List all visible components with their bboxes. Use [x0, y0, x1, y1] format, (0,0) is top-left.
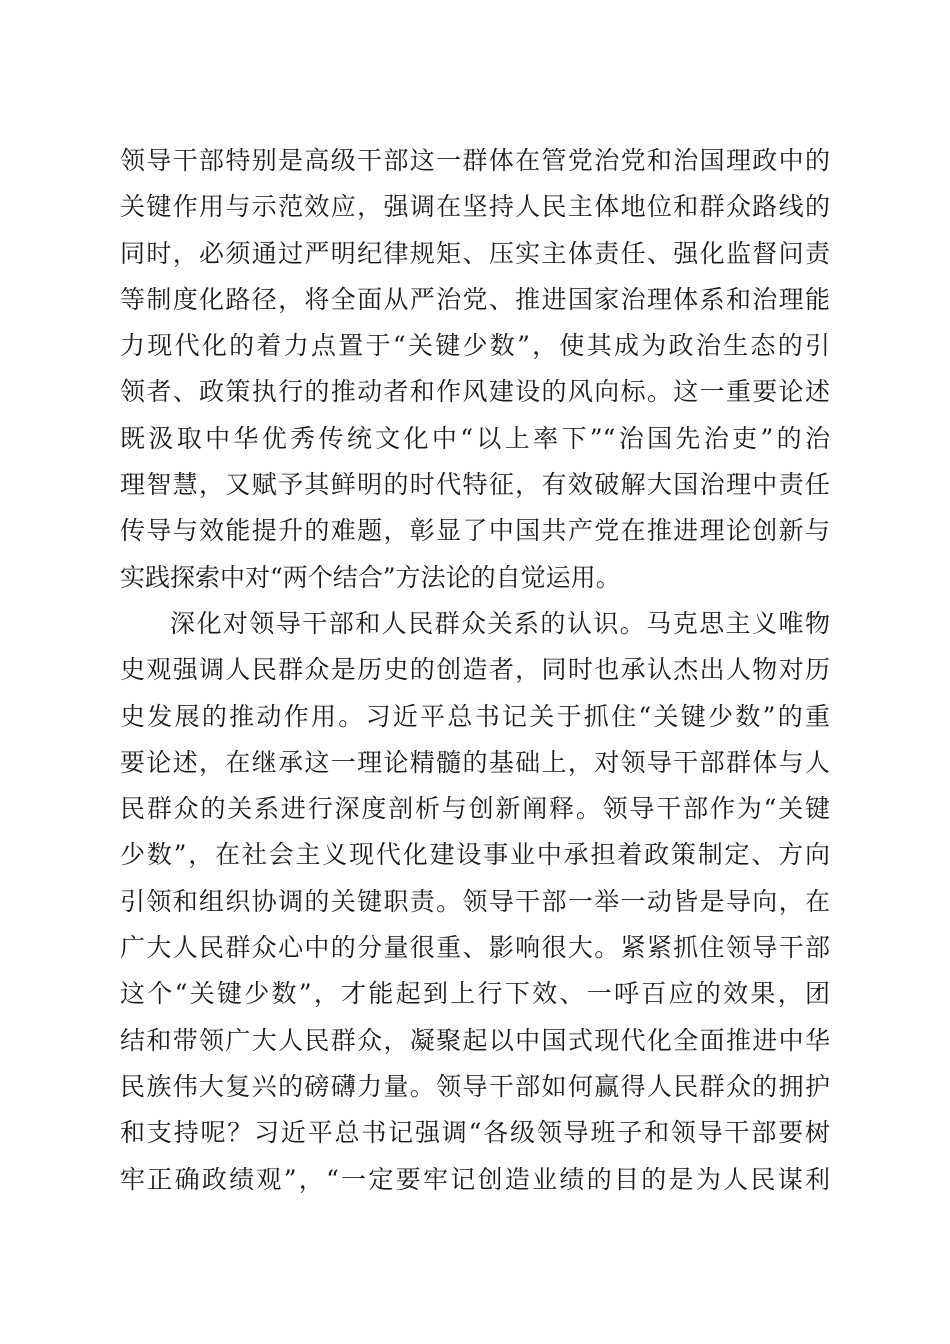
- text-line: 牢正确政绩观”，“一定要牢记创造业绩的目的是为人民谋利: [120, 1164, 830, 1194]
- paragraph-1: [120, 138, 830, 601]
- text-line: 领导干部特别是高级干部这一群体在管党治党和治国理政中的: [120, 146, 830, 175]
- text-line: 民族伟大复兴的磅礴力量。领导干部如何赢得人民群众的拥护: [120, 1071, 830, 1101]
- text-line: 要论述，在继承这一理论精髓的基础上，对领导干部群体与人: [120, 747, 830, 777]
- text-line: 少数”，在社会主义现代化建设事业中承担着政策制定、方向: [120, 840, 830, 870]
- paragraph-2: [120, 601, 830, 1203]
- text-line: 实践探索中对“两个结合”方法论的自觉运用。: [120, 562, 621, 592]
- text-line: 引领和组织协调的关键职责。领导干部一举一动皆是导向，在: [120, 886, 830, 916]
- text-line: 这个“关键少数”，才能起到上行下效、一呼百应的效果，团: [120, 979, 830, 1009]
- text-line: 史观强调人民群众是历史的创造者，同时也承认杰出人物对历: [120, 655, 830, 685]
- text-line: 广大人民群众心中的分量很重、影响很大。紧紧抓住领导干部: [120, 933, 830, 963]
- text-line: 民群众的关系进行深度剖析与创新阐释。领导干部作为“关键: [120, 794, 830, 824]
- text-line: 既汲取中华优秀传统文化中“以上率下”“治国先治吏”的治: [120, 423, 830, 453]
- text-line: 等制度化路径，将全面从严治党、推进国家治理体系和治理能: [120, 284, 830, 314]
- document-body: [120, 138, 830, 1203]
- text-line: 理智慧，又赋予其鲜明的时代特征，有效破解大国治理中责任: [120, 470, 830, 500]
- text-line: 同时，必须通过严明纪律规矩、压实主体责任、强化监督问责: [120, 238, 830, 268]
- text-line: 史发展的推动作用。习近平总书记关于抓住“关键少数”的重: [120, 701, 830, 731]
- text-line: 关键作用与示范效应，强调在坚持人民主体地位和群众路线的: [120, 192, 830, 222]
- text-line: 和支持呢？习近平总书记强调“各级领导班子和领导干部要树: [120, 1118, 830, 1148]
- text-line: 力现代化的着力点置于“关键少数”，使其成为政治生态的引: [120, 331, 830, 361]
- text-line: 结和带领广大人民群众，凝聚起以中国式现代化全面推进中华: [120, 1025, 830, 1055]
- text-line: 领者、政策执行的推动者和作风建设的风向标。这一重要论述: [120, 377, 830, 407]
- text-line: 深化对领导干部和人民群众关系的认识。马克思主义唯物: [170, 608, 830, 638]
- text-line: 传导与效能提升的难题，彰显了中国共产党在推进理论创新与: [120, 516, 830, 546]
